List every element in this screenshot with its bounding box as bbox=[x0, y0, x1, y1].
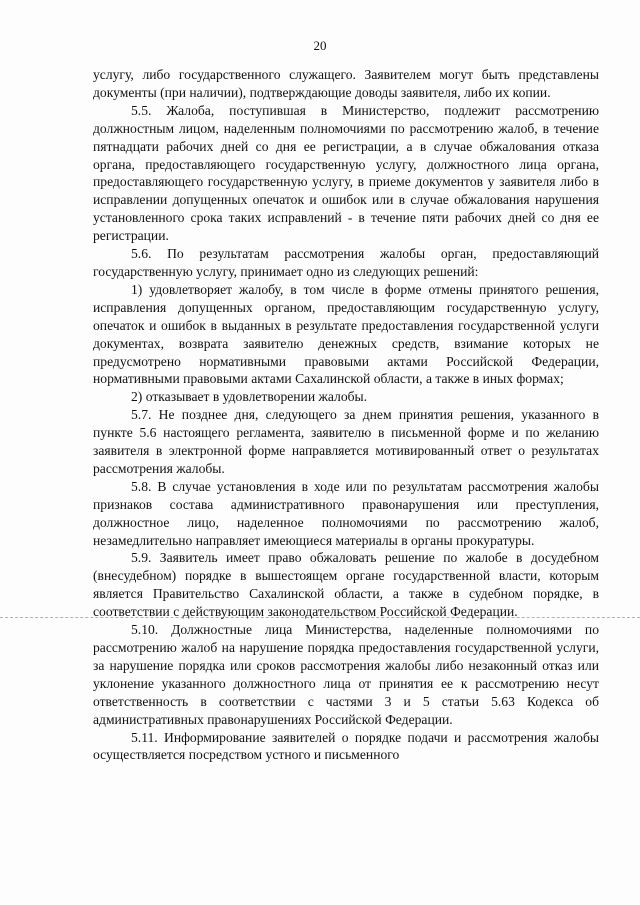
paragraph-5-6-item-1: 1) удовлетворяет жалобу, в том числе в форме отмены принятого решения, исправления допущенных органом, предоставляющим государственную услугу, опечаток и ошибок в выданных в результате предоставления государственной услуги документах, возврата заявителю денежных средств, взимание которых не предусмотрено нормативными правовыми актами Российской Федерации, нормативными правовыми актами Сахалинской области, а также в иных формах; bbox=[93, 281, 599, 387]
paragraph-5-7: 5.7. Не позднее дня, следующего за днем принятия решения, указанного в пункте 5.6 настоящего регламента, заявителю в письменной форме и по желанию заявителя в электронной форме направляется мотивированный ответ о результатах рассмотрения жалобы. bbox=[93, 407, 599, 476]
paragraph-5-8: 5.8. В случае установления в ходе или по результатам рассмотрения жалобы признаков состава административного правонарушения или преступления, должностное лицо, наделенное полномочиями по рассмотрению жалоб, незамедлительно направляет имеющиеся материалы в органы прокуратуры. bbox=[93, 478, 599, 548]
paragraph-5-6-item-2: 2) отказывает в удовлетворении жалобы. bbox=[131, 389, 368, 405]
paragraph-5-5: 5.5. Жалоба, поступившая в Министерство, подлежит рассмотрению должностным лицом, наделенным полномочиями по рассмотрению жалоб, в течение пятнадцати рабочих дней со дня ее регистрации, а в случае обжалования отказа органа, предоставляющего государственную услугу, должностного лица органа, предоставляющего государственную услугу, в приеме документов у заявителя либо в исправлении допущенных опечаток и ошибок или в случае обжалования нарушения установленного срока таких исправлений - в течение пяти рабочих дней со дня ее регистрации. bbox=[93, 102, 599, 244]
paragraph: услугу, либо государственного служащего. Заявителем могут быть представлены документы (при наличии), подтверждающие доводы заявителя, либо их копии. bbox=[93, 67, 599, 100]
page-number: 20 bbox=[313, 38, 327, 53]
document-body bbox=[93, 66, 599, 764]
paragraph-5-10: 5.10. Должностные лица Министерства, наделенные полномочиями по рассмотрению жалоб на нарушение порядка предоставления государственной услуги, за нарушение порядка или сроков рассмотрения жалобы либо незаконный отказ или уклонение указанного должностного лица от принятия ее к рассмотрению несут ответственность в соответствии с частями 3 и 5 статьи 5.63 Кодекса об административных правонарушениях Российской Федерации. bbox=[93, 622, 599, 727]
paragraph-5-9: 5.9. Заявитель имеет право обжаловать решение по жалобе в досудебном (внесудебном) порядке в вышестоящем органе государственной власти, которым является Правительство Сахалинской области, а также в судебном порядке, в соответствии с действующим законодательством Российской Федерации. bbox=[93, 550, 599, 620]
paragraph-5-6: 5.6. По результатам рассмотрения жалобы орган, предоставляющий государственную услугу, принимает одно из следующих решений: bbox=[93, 246, 599, 279]
paragraph-5-11: 5.11. Информирование заявителей о порядке подачи и рассмотрения жалобы осуществляется посредством устного и письменного bbox=[93, 729, 599, 763]
